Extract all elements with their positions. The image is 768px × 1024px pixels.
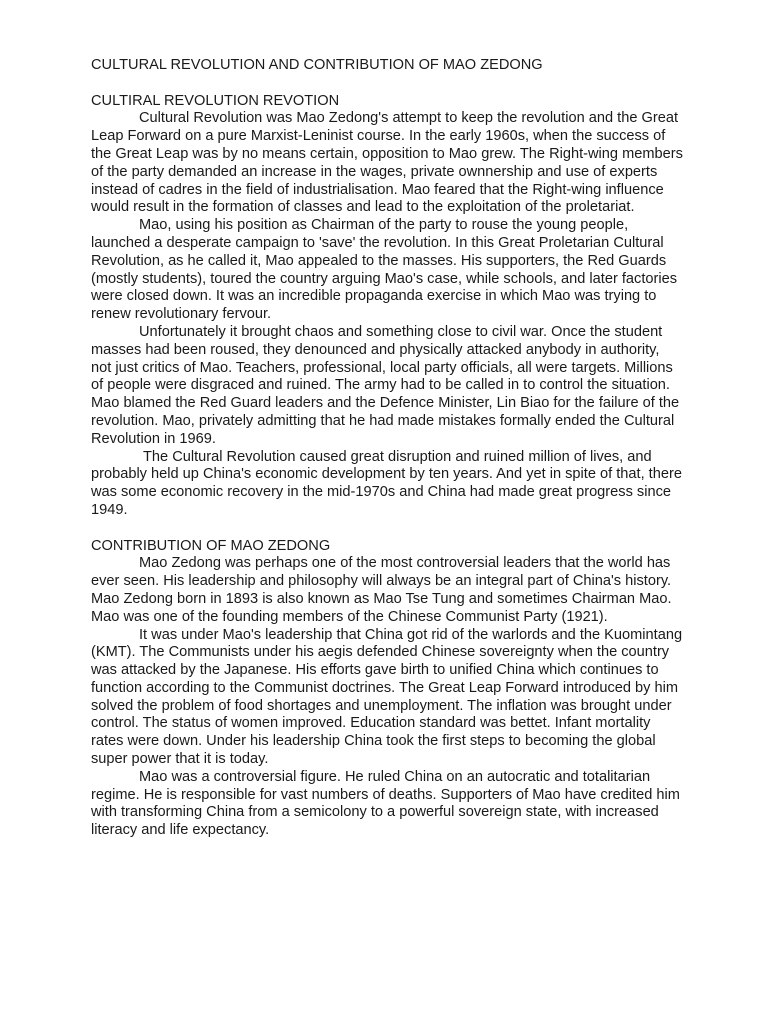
spacer <box>91 75 683 93</box>
paragraph: Unfortunately it brought chaos and something close to civil war. Once the student masses had been roused, they denounced and physically attacked anybody in authority, not just critics of Mao. Teachers, professional, local party officials, all were targets. Millions of people were disgraced and ruined. The army had to be called in to control the situation. Mao blamed the Red Guard leaders and the Defence Minister, Lin Biao for the failure of the revolution. Mao, privately admitting that he had made mistakes formally ended the Cultural Revolution in 1969. <box>91 323 680 447</box>
paragraph: Mao Zedong was perhaps one of the most controversial leaders that the world has ever seen. His leadership and philosophy will always be an integral part of China's history. Mao Zedong born in 1893 is also known as Mao Tse Tung and sometimes Chairman Mao. Mao was one of the founding members of the Chinese Communist Party (1921). <box>91 555 672 625</box>
section-contribution <box>91 538 683 841</box>
paragraph: Cultural Revolution was Mao Zedong's attempt to keep the revolution and the Great Leap Forward on a pure Marxist-Leninist course. In the early 1960s, when the success of the Great Leap was by no means certain, opposition to Mao grew. The Right-wing members of the party demanded an increase in the wages, private ownnership and use of experts instead of cadres in the field of industrialisation. Mao feared that the Right-wing influence would result in the formation of classes and lead to the exploitation of the proletariat. <box>91 110 683 216</box>
paragraph: The Cultural Revolution caused great disruption and ruined million of lives, and probably held up China's economic development by ten years. And yet in spite of that, there was some economic recovery in the mid-1970s and China had made great progress since 1949. <box>91 448 682 518</box>
paragraph: Mao was a controversial figure. He ruled China on an autocratic and totalitarian regime. He is responsible for vast numbers of deaths. Supporters of Mao have credited him with transforming China from a semicolony to a powerful sovereign state, with increased literacy and life expectancy. <box>91 768 680 839</box>
document-title: CULTURAL REVOLUTION AND CONTRIBUTION OF MAO ZEDONG <box>91 57 543 73</box>
paragraph: It was under Mao's leadership that China got rid of the warlords and the Kuomintang (KMT). The Communists under his aegis defended Chinese sovereignty when the country was attacked by the Japanese. His efforts gave birth to unified China which continues to function according to the Communist doctrines. The Great Leap Forward introduced by him solved the problem of food shortages and unemployment. The inflation was brought under control. The status of women improved. Education standard was bettet. Infant mortality rates were down. Under his leadership China took the first steps to becoming the global super power that it is today. <box>91 626 683 768</box>
section-cultural-revolution <box>91 93 683 520</box>
paragraph: Mao, using his position as Chairman of the party to rouse the young people, launched a desperate campaign to 'save' the revolution. In this Great Proletarian Cultural Revolution, as he called it, Mao appealed to the masses. His supporters, the Red Guards (mostly students), toured the country arguing Mao's case, while schools, and later factories were closed down. It was an incredible propaganda exercise in which Mao was trying to renew revolutionary fervour. <box>91 217 678 323</box>
document-page <box>91 57 683 840</box>
section-heading: CONTRIBUTION OF MAO ZEDONG <box>91 537 331 554</box>
section-heading: CULTIRAL REVOLUTION REVOTION <box>91 92 340 109</box>
spacer <box>91 520 683 538</box>
